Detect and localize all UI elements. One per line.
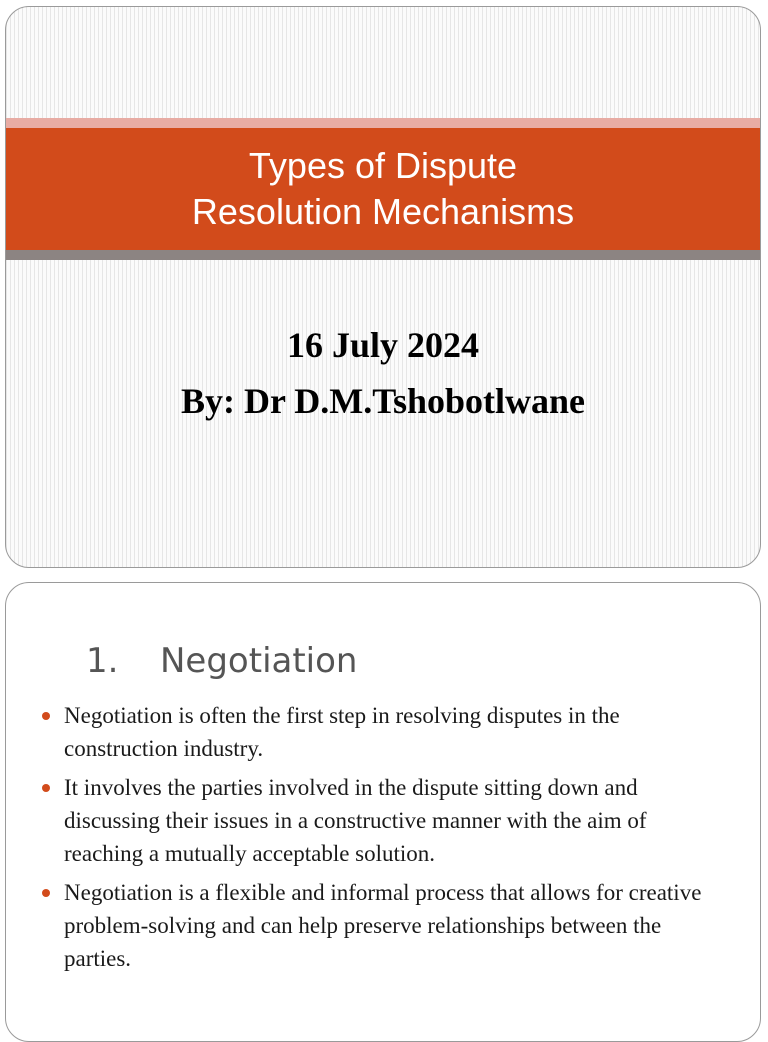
- bullet-dot-icon: [42, 784, 50, 792]
- bullet-text: It involves the parties involved in the dispute sitting down and discussing their issues in a constructive manner with the aim of reaching a mutually acceptable solution.: [64, 775, 647, 866]
- bullet-text: Negotiation is a flexible and informal process that allows for creative problem-solving and can help preserve relationships between the parties.: [64, 880, 702, 971]
- slide-subtitle: [6, 317, 760, 429]
- section-title: Negotiation: [160, 641, 358, 681]
- presentation-author: By: Dr D.M.Tshobotlwane: [180, 381, 586, 421]
- bullet-item: [40, 876, 720, 975]
- title-slide: [5, 6, 761, 568]
- slide-title: [6, 128, 760, 250]
- bullet-item: [40, 699, 720, 765]
- bullet-item: [40, 771, 720, 870]
- bullet-list: [40, 699, 720, 981]
- bullet-dot-icon: [42, 889, 50, 897]
- bullet-text: Negotiation is often the first step in resolving disputes in the construction industry.: [64, 703, 620, 761]
- slide-title-line-2: Resolution Mechanisms: [191, 191, 575, 232]
- slide-title-line-1: Types of Dispute: [248, 145, 518, 186]
- section-number: 1.: [86, 641, 119, 681]
- title-band-top-stripe: [6, 118, 760, 128]
- presentation-date: 16 July 2024: [286, 325, 480, 365]
- bullet-dot-icon: [42, 712, 50, 720]
- negotiation-slide: [5, 582, 761, 1042]
- title-band-bottom-stripe: [6, 250, 760, 260]
- section-heading: [86, 641, 357, 681]
